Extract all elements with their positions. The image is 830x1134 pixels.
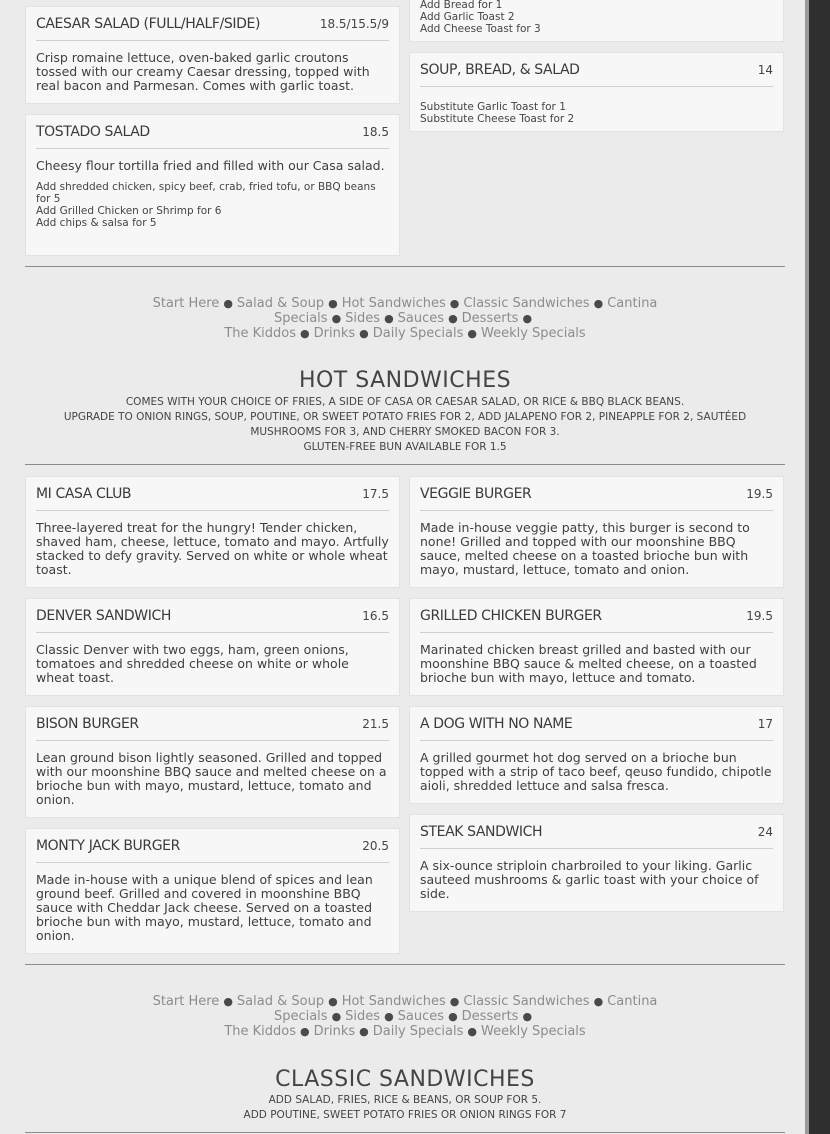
menu-item-description: A six-ounce striploin charbroiled to your liking. Garlic sauteed mushrooms & garlic toast with your choice of side. <box>420 858 759 901</box>
nav-separator: ● <box>449 297 460 310</box>
menu-item-addons <box>420 0 773 35</box>
nav-link-the-kiddos[interactable]: The Kiddos <box>224 1024 297 1039</box>
nav-separator: ● <box>449 995 460 1008</box>
nav-separator: ● <box>384 312 394 325</box>
nav-link-sauces[interactable]: Sauces <box>397 1009 445 1024</box>
menu-item-price: 24 <box>757 825 773 839</box>
section-note-line: ADD POUTINE, SWEET POTATO FRIES OR ONION RINGS FOR 7 <box>243 1109 567 1121</box>
menu-item-price: 18.5/15.5/9 <box>319 17 389 31</box>
nav-link-hot-sandwiches[interactable]: Hot Sandwiches <box>341 296 446 311</box>
menu-item-name: SOUP, BREAD, & SALAD <box>420 62 580 78</box>
section-divider <box>25 266 785 267</box>
section-note-line: UPGRADE TO ONION RINGS, SOUP, POUTINE, OR SWEET POTATO FRIES FOR 2, ADD JALAPENO FOR 2, PINEAPPLE FOR 2, SAUTÉED MUSHROOMS FOR 3, AND CHERRY SMOKED BACON FOR 3. <box>63 411 747 438</box>
menu-item-description: Classic Denver with two eggs, ham, green onions, tomatoes and shredded cheese on white or whole wheat toast. <box>36 642 349 685</box>
nav-separator: ● <box>448 312 458 325</box>
addon-text: Add Bread for 1 <box>420 0 503 11</box>
menu-item-name: MONTY JACK BURGER <box>36 838 180 854</box>
nav-separator: ● <box>328 297 338 310</box>
section-note-line: ADD SALAD, FRIES, RICE & BEANS, OR SOUP FOR 5. <box>268 1094 542 1106</box>
nav-link-classic-sandwiches[interactable]: Classic Sandwiches <box>463 296 590 311</box>
nav-link-classic-sandwiches[interactable]: Classic Sandwiches <box>463 994 590 1009</box>
menu-item-description: Marinated chicken breast grilled and basted with our moonshine BBQ sauce & melted cheese, on a toasted brioche bun with mayo, lettuce and tomato. <box>420 642 757 685</box>
menu-item-name: CAESAR SALAD (FULL/HALF/SIDE) <box>36 16 261 32</box>
menu-item-price: 17 <box>757 717 773 731</box>
menu-item-card <box>409 814 784 912</box>
nav-link-sauces[interactable]: Sauces <box>397 311 445 326</box>
nav-link-salad-soup[interactable]: Salad & Soup <box>236 994 325 1009</box>
section-nav <box>25 994 785 1039</box>
addon-text: Add shredded chicken, spicy beef, crab, fried tofu, or BBQ beans for 5 <box>36 181 376 205</box>
menu-item-price: 19.5 <box>746 487 773 501</box>
menu-item-header <box>420 707 773 741</box>
addon-text: Substitute Cheese Toast for 2 <box>420 113 575 125</box>
menu-item-description: Lean ground bison lightly seasoned. Grilled and topped with our moonshine BBQ sauce and melted cheese on a brioche bun with mayo, mustard, lettuce, tomato and onion. <box>36 750 387 807</box>
addon-text: Substitute Garlic Toast for 1 <box>420 101 566 113</box>
menu-item-price: 17.5 <box>362 487 389 501</box>
section-title: CLASSIC SANDWICHES <box>275 1067 535 1092</box>
menu-item-card <box>409 598 784 696</box>
menu-item-header <box>36 115 389 149</box>
menu-item-description: Made in-house with a unique blend of spices and lean ground beef. Grilled and covered in moonshine BBQ sauce with Cheddar Jack cheese. Served on a toasted brioche bun with mayo, mustard, lettuce, tomato and onion. <box>36 872 373 943</box>
scrollbar-track[interactable] <box>805 0 830 1134</box>
nav-link-start-here[interactable]: Start Here <box>152 994 220 1009</box>
menu-item-name: GRILLED CHICKEN BURGER <box>420 608 602 624</box>
menu-item-card <box>25 706 400 818</box>
nav-separator: ● <box>300 327 310 340</box>
section-title: HOT SANDWICHES <box>298 368 512 393</box>
menu-item-name: MI CASA CLUB <box>36 486 132 502</box>
nav-link-cantina-specials[interactable]: Cantina Specials <box>273 994 658 1024</box>
menu-item-card <box>25 114 400 256</box>
menu-item-addons <box>420 101 773 125</box>
menu-item-card <box>409 706 784 804</box>
menu-item-card <box>25 828 400 954</box>
menu-item-price: 19.5 <box>746 609 773 623</box>
menu-item-card <box>409 476 784 588</box>
nav-separator: ● <box>467 327 477 340</box>
menu-item-card <box>25 6 400 104</box>
nav-link-daily-specials[interactable]: Daily Specials <box>372 1024 464 1039</box>
menu-item-header <box>36 599 389 633</box>
nav-separator: ● <box>331 1010 342 1023</box>
nav-link-weekly-specials[interactable]: Weekly Specials <box>481 1024 586 1039</box>
nav-separator: ● <box>223 297 233 310</box>
nav-link-weekly-specials[interactable]: Weekly Specials <box>481 326 586 341</box>
menu-item-header <box>36 7 389 41</box>
nav-link-cantina-specials[interactable]: Cantina Specials <box>273 296 658 326</box>
menu-item-card <box>25 476 400 588</box>
section-divider <box>25 464 785 465</box>
addon-text: Add chips & salsa for 5 <box>36 217 157 229</box>
menu-item-name: STEAK SANDWICH <box>420 824 543 840</box>
addon-text: Add Grilled Chicken or Shrimp for 6 <box>36 205 222 217</box>
menu-item-name: A DOG WITH NO NAME <box>420 716 573 732</box>
menu-item-header <box>36 477 389 511</box>
nav-link-start-here[interactable]: Start Here <box>152 296 220 311</box>
menu-item-card <box>25 598 400 696</box>
nav-link-sides[interactable]: Sides <box>345 1009 381 1024</box>
menu-item-description: A grilled gourmet hot dog served on a brioche bun topped with a strip of taco beef, qeuso fundido, chipotle aioli, shredded lettuce and salsa fresca. <box>420 750 772 793</box>
nav-separator: ● <box>359 1025 369 1038</box>
nav-separator: ● <box>593 995 604 1008</box>
nav-link-salad-soup[interactable]: Salad & Soup <box>236 296 325 311</box>
nav-link-the-kiddos[interactable]: The Kiddos <box>224 326 297 341</box>
menu-item-card <box>409 0 784 42</box>
menu-item-name: VEGGIE BURGER <box>420 486 532 502</box>
section-note-line: GLUTEN-FREE BUN AVAILABLE FOR 1.5 <box>303 441 507 453</box>
nav-link-desserts[interactable]: Desserts <box>461 311 519 326</box>
nav-separator: ● <box>522 1010 533 1023</box>
menu-item-description: Cheesy flour tortilla fried and filled with our Casa salad. <box>36 158 385 173</box>
menu-item-header <box>420 53 773 87</box>
section-note-line: COMES WITH YOUR CHOICE OF FRIES, A SIDE OF CASA OR CAESAR SALAD, OR RICE & BBQ BLACK BEANS. <box>125 396 685 408</box>
nav-separator: ● <box>467 1025 477 1038</box>
menu-item-header <box>36 707 389 741</box>
nav-link-drinks[interactable]: Drinks <box>313 1024 356 1039</box>
menu-item-description: Three-layered treat for the hungry! Tender chicken, shaved ham, cheese, lettuce, tomato and mayo. Artfully stacked to defy gravity. Served on white or whole wheat toast. <box>36 520 389 577</box>
nav-separator: ● <box>359 327 369 340</box>
section-notes <box>40 1093 770 1123</box>
nav-link-daily-specials[interactable]: Daily Specials <box>372 326 464 341</box>
nav-link-sides[interactable]: Sides <box>345 311 381 326</box>
section-notes <box>40 395 770 455</box>
section-nav <box>25 296 785 341</box>
nav-link-drinks[interactable]: Drinks <box>313 326 356 341</box>
nav-separator: ● <box>328 995 338 1008</box>
nav-separator: ● <box>300 1025 310 1038</box>
menu-item-header <box>36 829 389 863</box>
menu-item-price: 16.5 <box>362 609 389 623</box>
nav-separator: ● <box>593 297 604 310</box>
menu-item-name: DENVER SANDWICH <box>36 608 171 624</box>
menu-item-description: Made in-house veggie patty, this burger is second to none! Grilled and topped with our moonshine BBQ sauce, melted cheese on a toasted brioche bun with mayo, mustard, lettuce, tomato and onion. <box>420 520 750 577</box>
menu-item-addons <box>36 181 389 229</box>
addon-text: Add Cheese Toast for 3 <box>420 23 541 35</box>
menu-item-price: 18.5 <box>362 125 389 139</box>
nav-separator: ● <box>384 1010 394 1023</box>
menu-item-name: BISON BURGER <box>36 716 139 732</box>
menu-item-price: 14 <box>757 63 773 77</box>
menu-item-header <box>420 815 773 849</box>
menu-item-price: 21.5 <box>362 717 389 731</box>
nav-separator: ● <box>223 995 233 1008</box>
nav-separator: ● <box>331 312 342 325</box>
menu-item-card <box>409 52 784 132</box>
nav-link-hot-sandwiches[interactable]: Hot Sandwiches <box>341 994 446 1009</box>
menu-item-price: 20.5 <box>362 839 389 853</box>
section-divider <box>25 1132 785 1133</box>
menu-item-header <box>420 477 773 511</box>
menu-item-description: Crisp romaine lettuce, oven-baked garlic croutons tossed with our creamy Caesar dressing, topped with real bacon and Parmesan. Comes with garlic toast. <box>36 50 370 93</box>
nav-separator: ● <box>522 312 533 325</box>
menu-item-name: TOSTADO SALAD <box>36 124 150 140</box>
nav-separator: ● <box>448 1010 458 1023</box>
menu-item-header <box>420 599 773 633</box>
addon-text: Add Garlic Toast 2 <box>420 11 515 23</box>
section-divider <box>25 964 785 965</box>
nav-link-desserts[interactable]: Desserts <box>461 1009 519 1024</box>
